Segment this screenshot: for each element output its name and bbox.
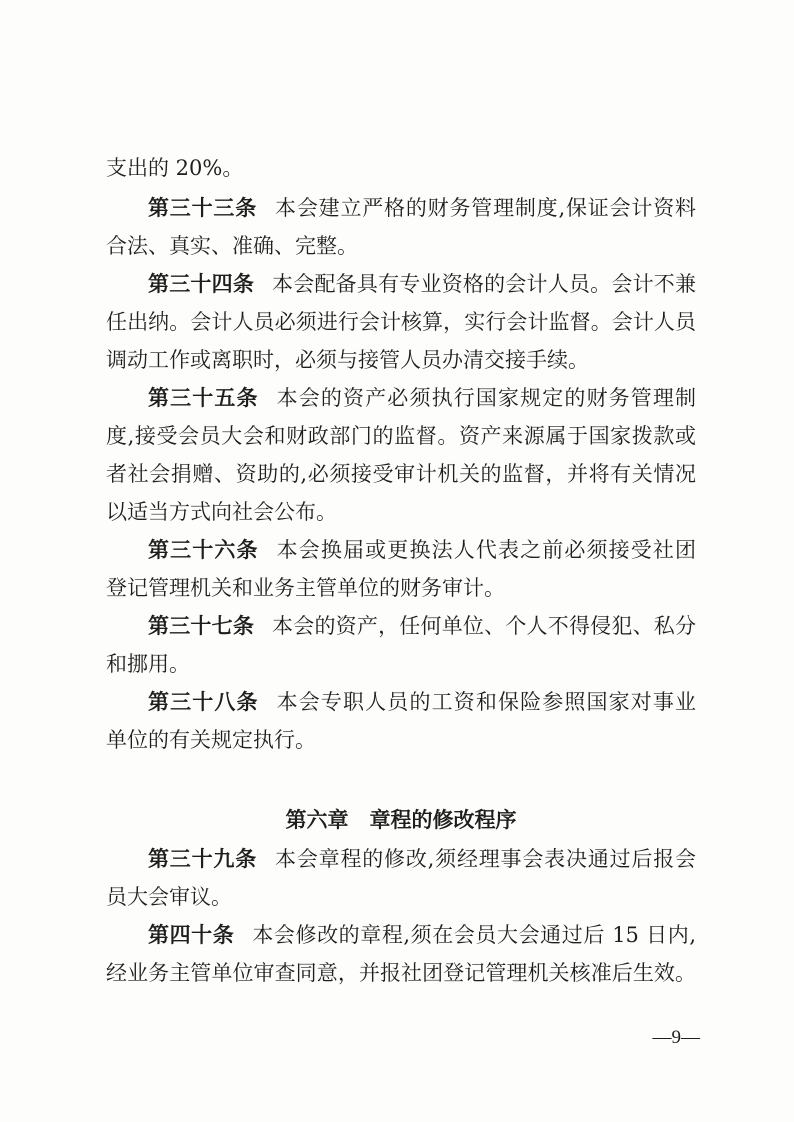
article-35-title: 第三十五条 — [148, 386, 259, 410]
article-34-line-2: 任出纳。会计人员必须进行会计核算，实行会计监督。会计人员 — [106, 310, 696, 334]
article-40-line-2: 经业务主管单位审查同意，并报社团登记管理机关核准后生效。 — [106, 961, 696, 985]
article-36-line-2: 登记管理机关和业务主管单位的财务审计。 — [106, 576, 505, 600]
article-35-line-1 — [106, 384, 696, 412]
article-34-text: 本会配备具有专业资格的会计人员。会计不兼 — [272, 272, 696, 296]
article-38-line-1 — [106, 688, 696, 716]
article-40-line-1 — [106, 921, 696, 949]
article-37-line-2: 和挪用。 — [106, 652, 190, 676]
article-35-line-3: 者社会捐赠、资助的,必须接受审计机关的监督，并将有关情况 — [106, 462, 696, 486]
article-33-title: 第三十三条 — [148, 196, 258, 220]
article-36-title: 第三十六条 — [148, 538, 259, 562]
article-40-text: 本会修改的章程,须在会员大会通过后 15 日内, — [252, 923, 696, 947]
article-38-line-2: 单位的有关规定执行。 — [106, 728, 316, 752]
article-38-title: 第三十八条 — [148, 690, 259, 714]
article-34-line-1 — [106, 270, 696, 298]
article-34-title: 第三十四条 — [148, 272, 255, 296]
article-39-line-1 — [106, 845, 696, 873]
article-33-text: 本会建立严格的财务管理制度,保证会计资料 — [275, 196, 696, 220]
article-34-line-3: 调动工作或离职时，必须与接管人员办清交接手续。 — [106, 348, 589, 372]
article-36-text: 本会换届或更换法人代表之前必须接受社团 — [276, 538, 696, 562]
article-37-line-1 — [106, 612, 696, 640]
article-39-line-2: 员大会审议。 — [106, 885, 232, 909]
page-number: —9— — [652, 1027, 700, 1048]
article-38-text: 本会专职人员的工资和保险参照国家对事业 — [276, 690, 696, 714]
article-33-line-2: 合法、真实、准确、完整。 — [106, 234, 358, 258]
article-35-line-2: 度,接受会员大会和财政部门的监督。资产来源属于国家拨款或 — [106, 424, 696, 448]
article-33-line-1 — [106, 194, 696, 222]
chapter-6-heading: 第六章 章程的修改程序 — [285, 808, 517, 832]
article-32-continuation: 支出的 20%。 — [106, 156, 244, 180]
article-36-line-1 — [106, 536, 696, 564]
article-35-line-4: 以适当方式向社会公布。 — [106, 500, 337, 524]
article-37-title: 第三十七条 — [148, 614, 255, 638]
article-37-text: 本会的资产，任何单位、个人不得侵犯、私分 — [272, 614, 696, 638]
article-35-text: 本会的资产必须执行国家规定的财务管理制 — [276, 386, 696, 410]
article-40-title: 第四十条 — [148, 923, 235, 947]
article-39-title: 第三十九条 — [148, 847, 258, 871]
article-39-text: 本会章程的修改,须经理事会表决通过后报会 — [275, 847, 696, 871]
